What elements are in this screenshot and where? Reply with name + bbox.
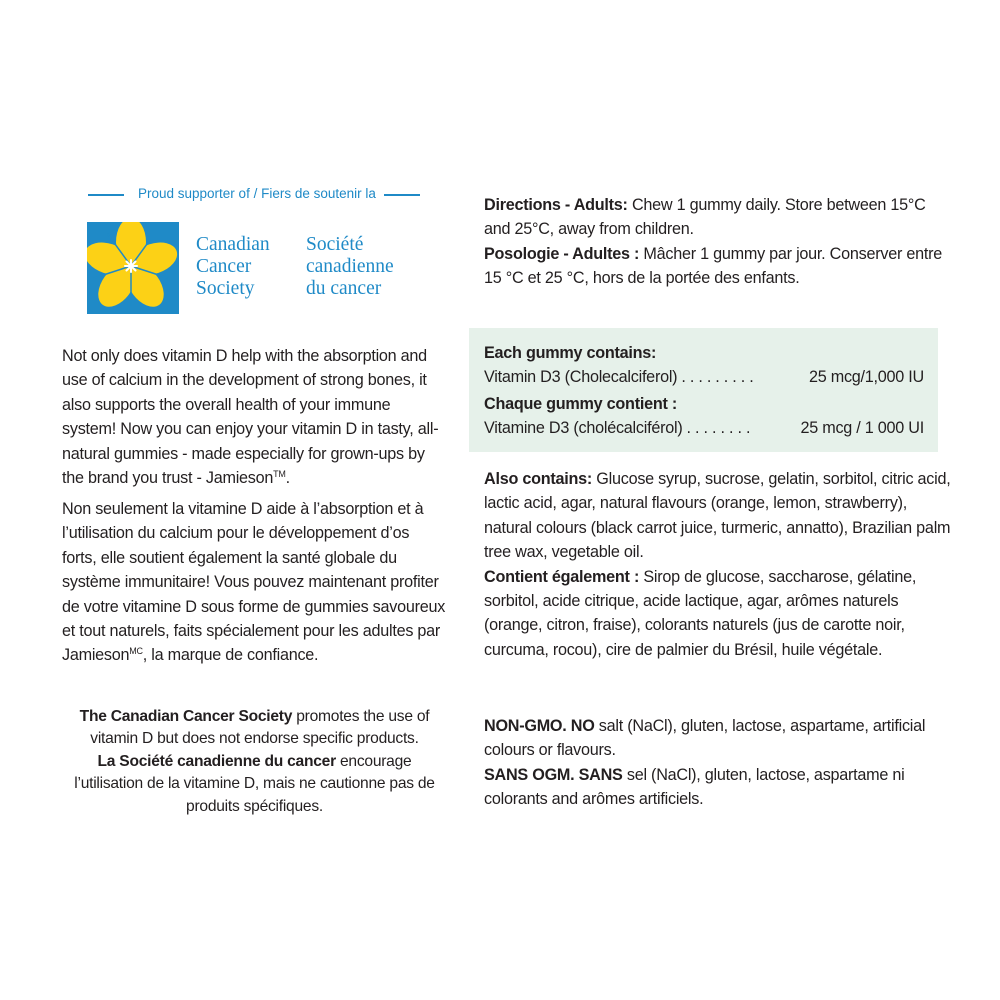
- directions-en-label: Directions - Adults:: [484, 196, 628, 214]
- contents-row-fr: [484, 416, 924, 440]
- also-contains-section: [484, 467, 954, 662]
- intro-end: .: [285, 469, 290, 488]
- intro-end: , la marque de confiance.: [142, 646, 319, 665]
- nongmo-fr-label: SANS OGM. SANS: [484, 765, 623, 784]
- also-fr: [484, 565, 954, 663]
- contents-heading-en: Each gummy contains:: [484, 344, 657, 362]
- directions-fr-label: Posologie - Adultes :: [484, 244, 640, 263]
- dot-leader: . . . . . . . . .: [681, 368, 754, 387]
- directions-section: [484, 193, 954, 291]
- nongmo-fr: [484, 763, 954, 812]
- directions-fr: [484, 242, 954, 291]
- directions-fr-text: Mâcher 1 gummy par jour. Conserver entre 15 °C et 25 °C, hors de la portée des enfants.: [484, 244, 942, 288]
- also-fr-text: Sirop de glucose, saccharose, gélatine, sorbitol, acide citrique, acide lactique, agar, arômes naturels (orange, citron, fraise), colorants naturels (jus de carotte noir, curcuma, rocou), cire de palmier du Brésil, huile végétale.: [484, 567, 917, 659]
- contents-row-en: [484, 365, 924, 389]
- contents-heading-fr: Chaque gummy contient :: [484, 394, 678, 413]
- intro-paragraph-en: [62, 344, 447, 490]
- ingredient-name: Vitamine D3 (cholécalciférol): [484, 419, 683, 438]
- directions-en-text: Chew 1 gummy daily. Store between 15°C and 25°C, away from children.: [484, 196, 926, 239]
- ingredient-amount: 25 mcg/1,000 IU: [808, 368, 924, 387]
- also-en-label: Also contains:: [484, 470, 593, 488]
- endorsement-note: [62, 706, 447, 818]
- non-gmo-section: [484, 714, 954, 812]
- note-fr-bold: La Société canadienne du cancer: [97, 752, 336, 770]
- contents-table: [484, 341, 924, 441]
- note-fr: [62, 751, 447, 818]
- logo-word: Canadian: [196, 234, 270, 255]
- ingredient-amount: 25 mcg / 1 000 UI: [800, 419, 924, 438]
- nongmo-fr-text: sel (NaCl), gluten, lactose, aspartame ni colorants and arômes artificiels.: [484, 765, 905, 809]
- ingredient-name: Vitamin D3 (Cholecalciferol): [484, 368, 678, 387]
- intro-paragraph-fr: [62, 497, 447, 668]
- logo-word: Society: [196, 278, 255, 299]
- nongmo-en-label: NON-GMO. NO: [484, 717, 595, 735]
- note-en-text: promotes the use of vitamin D but does not endorse specific products.: [90, 708, 430, 748]
- intro-text: Not only does vitamin D help with the absorption and use of calcium in the development of strong bones, it also supports the overall health of your immune system! Now you can enjoy your vitamin D in tasty, all-natural gummies - made especially for grown-ups by the brand you trust - Jamieson: [62, 347, 439, 488]
- logo-word: canadienne: [306, 256, 394, 277]
- supporter-banner: [88, 185, 420, 205]
- logo-word: Cancer: [196, 256, 252, 277]
- daffodil-icon: [87, 222, 179, 314]
- note-en-bold: The Canadian Cancer Society: [79, 708, 293, 725]
- note-en: [62, 706, 447, 751]
- logo-word: Société: [306, 234, 364, 255]
- divider: [384, 194, 420, 196]
- nongmo-en-text: salt (NaCl), gluten, lactose, aspartame, artificial colours or flavours.: [484, 717, 926, 760]
- supporter-text: Proud supporter of / Fiers de soutenir la: [138, 186, 376, 201]
- trademark-mark: MC: [129, 646, 143, 657]
- directions-en: [484, 193, 954, 242]
- trademark-mark: TM: [273, 469, 286, 480]
- logo-name-en: [196, 234, 270, 300]
- divider: [88, 194, 124, 196]
- nongmo-en: [484, 714, 954, 763]
- also-en: [484, 467, 954, 565]
- daffodil-logo: [87, 222, 179, 314]
- also-fr-label: Contient également :: [484, 567, 640, 586]
- logo-word: du cancer: [306, 278, 382, 299]
- dot-leader: . . . . . . . .: [686, 419, 751, 438]
- logo-name-fr: [306, 234, 394, 300]
- also-en-text: Glucose syrup, sucrose, gelatin, sorbitol, citric acid, lactic acid, agar, natural flavours (orange, lemon, strawberry), natural colours (black carrot juice, turmeric, annatto), Brazilian palm tree wax, vegetable oil.: [484, 470, 951, 562]
- intro-text: Non seulement la vitamine D aide à l’absorption et à l’utilisation du calcium pour le développement d’os forts, elle soutient également la santé globale du système immunitaire! Vous pouvez maintenant profiter de votre vitamine D sous forme de gummies savoureux et tout naturels, faits spécialement pour les adultes par Jamieson: [62, 500, 446, 665]
- note-fr-text: encourage l’utilisation de la vitamine D, mais ne cautionne pas de produits spécifiques.: [74, 752, 435, 815]
